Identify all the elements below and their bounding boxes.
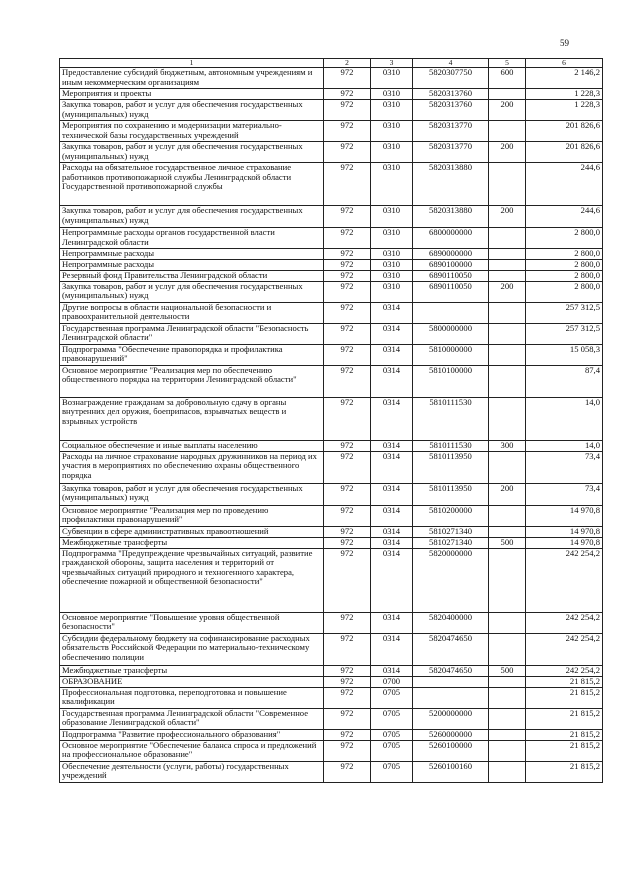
table-row xyxy=(60,676,603,687)
row-expense-type: 200 xyxy=(489,100,526,121)
row-expense-type xyxy=(489,228,526,249)
row-expense-type xyxy=(489,761,526,782)
row-name: ОБРАЗОВАНИЕ xyxy=(60,676,324,687)
row-article: 5820313760 xyxy=(413,100,489,121)
row-amount: 242 254,2 xyxy=(526,548,603,612)
table-row xyxy=(60,548,603,612)
row-name: Резервный фонд Правительства Ленинградской области xyxy=(60,270,324,281)
row-article xyxy=(413,687,489,708)
row-article: 5800000000 xyxy=(413,323,489,344)
table-row xyxy=(60,761,603,782)
row-amount: 2 800,0 xyxy=(526,249,603,260)
row-code: 972 xyxy=(324,676,371,687)
budget-table xyxy=(59,58,603,783)
row-section: 0314 xyxy=(371,612,413,633)
row-name: Закупка товаров, работ и услуг для обеспечения государственных (муниципальных) нужд xyxy=(60,142,324,163)
row-code: 972 xyxy=(324,687,371,708)
row-name: Межбюджетные трансферты xyxy=(60,665,324,676)
table-row xyxy=(60,163,603,206)
row-code: 972 xyxy=(324,397,371,440)
row-name: Государственная программа Ленинградской области "Современное образование Ленинградской области" xyxy=(60,708,324,729)
row-article: 6800000000 xyxy=(413,228,489,249)
row-expense-type xyxy=(489,260,526,271)
row-section: 0314 xyxy=(371,633,413,665)
row-section: 0705 xyxy=(371,729,413,740)
row-expense-type xyxy=(489,708,526,729)
row-article: 5810111530 xyxy=(413,397,489,440)
row-section: 0314 xyxy=(371,440,413,451)
row-expense-type xyxy=(489,633,526,665)
row-name: Предоставление субсидий бюджетным, автономным учреждениям и иным некоммерческим организациям xyxy=(60,68,324,89)
row-section: 0700 xyxy=(371,676,413,687)
row-section: 0314 xyxy=(371,451,413,483)
table-row xyxy=(60,612,603,633)
row-name: Подпрограмма "Предупреждение чрезвычайных ситуаций, развитие гражданской обороны, защита населения и территорий от чрезвычайных ситуаций природного и техногенного характера, обеспечение пожарной и общественной безопасности" xyxy=(60,548,324,612)
table-row xyxy=(60,665,603,676)
row-name: Основное мероприятие "Реализация мер по обеспечению общественного порядка на территории Ленинградской области" xyxy=(60,365,324,397)
row-article: 5820307750 xyxy=(413,68,489,89)
row-code: 972 xyxy=(324,729,371,740)
row-expense-type: 200 xyxy=(489,281,526,302)
row-amount: 242 254,2 xyxy=(526,665,603,676)
row-code: 972 xyxy=(324,206,371,228)
row-section: 0705 xyxy=(371,740,413,761)
row-section: 0314 xyxy=(371,323,413,344)
row-amount: 2 146,2 xyxy=(526,68,603,89)
row-name: Расходы на обязательное государственное личное страхование работников противопожарной службы Ленинградской области Государственной противопожарной службы xyxy=(60,163,324,206)
row-code: 972 xyxy=(324,281,371,302)
row-name: Обеспечение деятельности (услуги, работы) государственных учреждений xyxy=(60,761,324,782)
row-code: 972 xyxy=(324,163,371,206)
table-row xyxy=(60,260,603,271)
row-name: Основное мероприятие "Реализация мер по проведению профилактики правонарушений" xyxy=(60,505,324,526)
row-code: 972 xyxy=(324,249,371,260)
row-amount: 15 058,3 xyxy=(526,344,603,365)
row-article: 5260100160 xyxy=(413,761,489,782)
row-expense-type xyxy=(489,687,526,708)
table-row xyxy=(60,451,603,483)
row-amount: 257 312,5 xyxy=(526,302,603,323)
row-amount: 21 815,2 xyxy=(526,729,603,740)
table-row xyxy=(60,206,603,228)
table-row xyxy=(60,526,603,537)
row-expense-type: 500 xyxy=(489,537,526,548)
row-amount: 2 800,0 xyxy=(526,260,603,271)
row-code: 972 xyxy=(324,270,371,281)
table-row xyxy=(60,228,603,249)
row-amount: 2 800,0 xyxy=(526,270,603,281)
row-code: 972 xyxy=(324,142,371,163)
row-article: 5820313880 xyxy=(413,206,489,228)
row-section: 0310 xyxy=(371,206,413,228)
row-section: 0310 xyxy=(371,228,413,249)
row-section: 0314 xyxy=(371,397,413,440)
table-body xyxy=(60,68,603,783)
row-expense-type xyxy=(489,548,526,612)
row-section: 0310 xyxy=(371,270,413,281)
row-section: 0314 xyxy=(371,548,413,612)
row-code: 972 xyxy=(324,68,371,89)
row-section: 0310 xyxy=(371,142,413,163)
row-article: 5820313770 xyxy=(413,142,489,163)
row-expense-type xyxy=(489,740,526,761)
row-code: 972 xyxy=(324,302,371,323)
row-expense-type: 600 xyxy=(489,68,526,89)
row-name: Мероприятия и проекты xyxy=(60,89,324,100)
row-amount: 73,4 xyxy=(526,483,603,505)
row-amount: 14 970,8 xyxy=(526,505,603,526)
row-section: 0310 xyxy=(371,281,413,302)
table-row xyxy=(60,505,603,526)
row-expense-type: 200 xyxy=(489,483,526,505)
row-amount: 87,4 xyxy=(526,365,603,397)
row-code: 972 xyxy=(324,665,371,676)
row-code: 972 xyxy=(324,100,371,121)
row-amount: 14 970,8 xyxy=(526,526,603,537)
row-code: 972 xyxy=(324,483,371,505)
row-name: Подпрограмма "Обеспечение правопорядка и профилактика правонарушений" xyxy=(60,344,324,365)
row-expense-type xyxy=(489,505,526,526)
row-amount: 14 970,8 xyxy=(526,537,603,548)
row-code: 972 xyxy=(324,740,371,761)
table-row xyxy=(60,344,603,365)
row-amount: 21 815,2 xyxy=(526,687,603,708)
row-expense-type xyxy=(489,365,526,397)
row-code: 972 xyxy=(324,548,371,612)
row-section: 0310 xyxy=(371,121,413,142)
row-amount: 73,4 xyxy=(526,451,603,483)
table-row xyxy=(60,249,603,260)
row-article: 5820474650 xyxy=(413,665,489,676)
row-amount: 14,0 xyxy=(526,397,603,440)
table-row xyxy=(60,68,603,89)
row-expense-type: 200 xyxy=(489,142,526,163)
row-code: 972 xyxy=(324,121,371,142)
row-article: 5820474650 xyxy=(413,633,489,665)
table-row xyxy=(60,729,603,740)
row-expense-type xyxy=(489,526,526,537)
row-name: Социальное обеспечение и иные выплаты населению xyxy=(60,440,324,451)
row-code: 972 xyxy=(324,537,371,548)
row-name: Закупка товаров, работ и услуг для обеспечения государственных (муниципальных) нужд xyxy=(60,483,324,505)
row-expense-type: 500 xyxy=(489,665,526,676)
row-amount: 1 228,3 xyxy=(526,89,603,100)
row-expense-type xyxy=(489,121,526,142)
row-amount: 2 800,0 xyxy=(526,281,603,302)
row-name: Непрограммные расходы xyxy=(60,249,324,260)
row-code: 972 xyxy=(324,633,371,665)
row-section: 0314 xyxy=(371,344,413,365)
row-article: 5810200000 xyxy=(413,505,489,526)
row-section: 0310 xyxy=(371,68,413,89)
row-article: 6890000000 xyxy=(413,249,489,260)
row-section: 0314 xyxy=(371,537,413,548)
row-article: 6890110050 xyxy=(413,281,489,302)
table-row xyxy=(60,397,603,440)
row-article: 5810113950 xyxy=(413,451,489,483)
row-name: Субсидии федеральному бюджету на софинансирование расходных обязательств Российской Федерации по материально-техническому обеспечению полиции xyxy=(60,633,324,665)
row-article xyxy=(413,676,489,687)
row-section: 0310 xyxy=(371,89,413,100)
row-code: 972 xyxy=(324,89,371,100)
row-code: 972 xyxy=(324,761,371,782)
row-amount: 1 228,3 xyxy=(526,100,603,121)
table-row xyxy=(60,708,603,729)
header-col-1: 1 xyxy=(60,59,324,68)
row-name: Закупка товаров, работ и услуг для обеспечения государственных (муниципальных) нужд xyxy=(60,281,324,302)
row-name: Другие вопросы в области национальной безопасности и правоохранительной деятельности xyxy=(60,302,324,323)
table-row xyxy=(60,365,603,397)
row-code: 972 xyxy=(324,451,371,483)
table-row xyxy=(60,537,603,548)
row-name: Профессиональная подготовка, переподготовка и повышение квалификации xyxy=(60,687,324,708)
row-section: 0705 xyxy=(371,687,413,708)
row-expense-type xyxy=(489,451,526,483)
row-article: 5810271340 xyxy=(413,526,489,537)
row-article: 5810100000 xyxy=(413,365,489,397)
row-expense-type xyxy=(489,163,526,206)
row-code: 972 xyxy=(324,260,371,271)
table-row xyxy=(60,740,603,761)
row-article: 5820313760 xyxy=(413,89,489,100)
row-article: 5810271340 xyxy=(413,537,489,548)
row-amount: 14,0 xyxy=(526,440,603,451)
row-name: Межбюджетные трансферты xyxy=(60,537,324,548)
row-code: 972 xyxy=(324,440,371,451)
row-article: 6890110050 xyxy=(413,270,489,281)
row-article: 6890100000 xyxy=(413,260,489,271)
table-row xyxy=(60,440,603,451)
table-row xyxy=(60,270,603,281)
row-article: 5820313880 xyxy=(413,163,489,206)
row-article: 5820313770 xyxy=(413,121,489,142)
row-name: Мероприятия по сохранению и модернизации материально-технической базы государственных учреждений xyxy=(60,121,324,142)
row-expense-type: 300 xyxy=(489,440,526,451)
header-col-5: 5 xyxy=(489,59,526,68)
row-amount: 242 254,2 xyxy=(526,633,603,665)
row-code: 972 xyxy=(324,526,371,537)
row-article: 5820400000 xyxy=(413,612,489,633)
row-article: 5260000000 xyxy=(413,729,489,740)
row-amount: 21 815,2 xyxy=(526,708,603,729)
row-code: 972 xyxy=(324,708,371,729)
table-row xyxy=(60,121,603,142)
row-article: 5810113950 xyxy=(413,483,489,505)
row-section: 0314 xyxy=(371,526,413,537)
row-expense-type xyxy=(489,323,526,344)
row-name: Основное мероприятие "Повышение уровня общественной безопасности" xyxy=(60,612,324,633)
row-name: Непрограммные расходы xyxy=(60,260,324,271)
row-article: 5200000000 xyxy=(413,708,489,729)
row-section: 0314 xyxy=(371,365,413,397)
table-row xyxy=(60,633,603,665)
row-amount: 2 800,0 xyxy=(526,228,603,249)
row-name: Основное мероприятие "Обеспечение баланса спроса и предложений на профессиональное образование" xyxy=(60,740,324,761)
table-row xyxy=(60,687,603,708)
row-code: 972 xyxy=(324,612,371,633)
row-amount: 244,6 xyxy=(526,206,603,228)
row-expense-type xyxy=(489,676,526,687)
header-col-4: 4 xyxy=(413,59,489,68)
row-code: 972 xyxy=(324,323,371,344)
row-section: 0314 xyxy=(371,505,413,526)
row-section: 0314 xyxy=(371,302,413,323)
row-section: 0310 xyxy=(371,260,413,271)
table-row xyxy=(60,89,603,100)
row-amount: 21 815,2 xyxy=(526,676,603,687)
row-name: Непрограммные расходы органов государственной власти Ленинградской области xyxy=(60,228,324,249)
table-row xyxy=(60,100,603,121)
row-article: 5260100000 xyxy=(413,740,489,761)
row-name: Закупка товаров, работ и услуг для обеспечения государственных (муниципальных) нужд xyxy=(60,206,324,228)
row-name: Расходы на личное страхование народных дружинников на период их участия в мероприятиях по обеспечению охраны общественного порядка xyxy=(60,451,324,483)
page-number: 59 xyxy=(560,38,569,48)
row-name: Подпрограмма "Развитие профессионального образования" xyxy=(60,729,324,740)
row-name: Государственная программа Ленинградской области "Безопасность Ленинградской области" xyxy=(60,323,324,344)
row-amount: 244,6 xyxy=(526,163,603,206)
row-expense-type xyxy=(489,89,526,100)
row-expense-type xyxy=(489,612,526,633)
row-name: Закупка товаров, работ и услуг для обеспечения государственных (муниципальных) нужд xyxy=(60,100,324,121)
row-amount: 242 254,2 xyxy=(526,612,603,633)
row-code: 972 xyxy=(324,228,371,249)
row-name: Вознаграждение гражданам за добровольную сдачу в органы внутренних дел оружия, боеприпасов, взрывчатых веществ и взрывных устройств xyxy=(60,397,324,440)
row-amount: 21 815,2 xyxy=(526,740,603,761)
header-col-3: 3 xyxy=(371,59,413,68)
table-row xyxy=(60,281,603,302)
row-section: 0314 xyxy=(371,665,413,676)
row-amount: 201 826,6 xyxy=(526,142,603,163)
header-col-2: 2 xyxy=(324,59,371,68)
row-expense-type xyxy=(489,397,526,440)
row-amount: 257 312,5 xyxy=(526,323,603,344)
row-article: 5810111530 xyxy=(413,440,489,451)
row-name: Субвенции в сфере административных правоотношений xyxy=(60,526,324,537)
row-code: 972 xyxy=(324,344,371,365)
row-section: 0310 xyxy=(371,249,413,260)
row-section: 0705 xyxy=(371,708,413,729)
row-expense-type xyxy=(489,729,526,740)
row-amount: 201 826,6 xyxy=(526,121,603,142)
row-section: 0310 xyxy=(371,100,413,121)
row-section: 0705 xyxy=(371,761,413,782)
row-expense-type xyxy=(489,302,526,323)
table-row xyxy=(60,142,603,163)
table-row xyxy=(60,302,603,323)
row-expense-type: 200 xyxy=(489,206,526,228)
row-expense-type xyxy=(489,249,526,260)
header-col-6: 6 xyxy=(526,59,603,68)
table-row xyxy=(60,323,603,344)
table-row xyxy=(60,483,603,505)
row-article: 5810000000 xyxy=(413,344,489,365)
row-section: 0310 xyxy=(371,163,413,206)
row-expense-type xyxy=(489,270,526,281)
row-code: 972 xyxy=(324,505,371,526)
row-article: 5820000000 xyxy=(413,548,489,612)
row-amount: 21 815,2 xyxy=(526,761,603,782)
row-code: 972 xyxy=(324,365,371,397)
row-section: 0314 xyxy=(371,483,413,505)
row-article xyxy=(413,302,489,323)
row-expense-type xyxy=(489,344,526,365)
